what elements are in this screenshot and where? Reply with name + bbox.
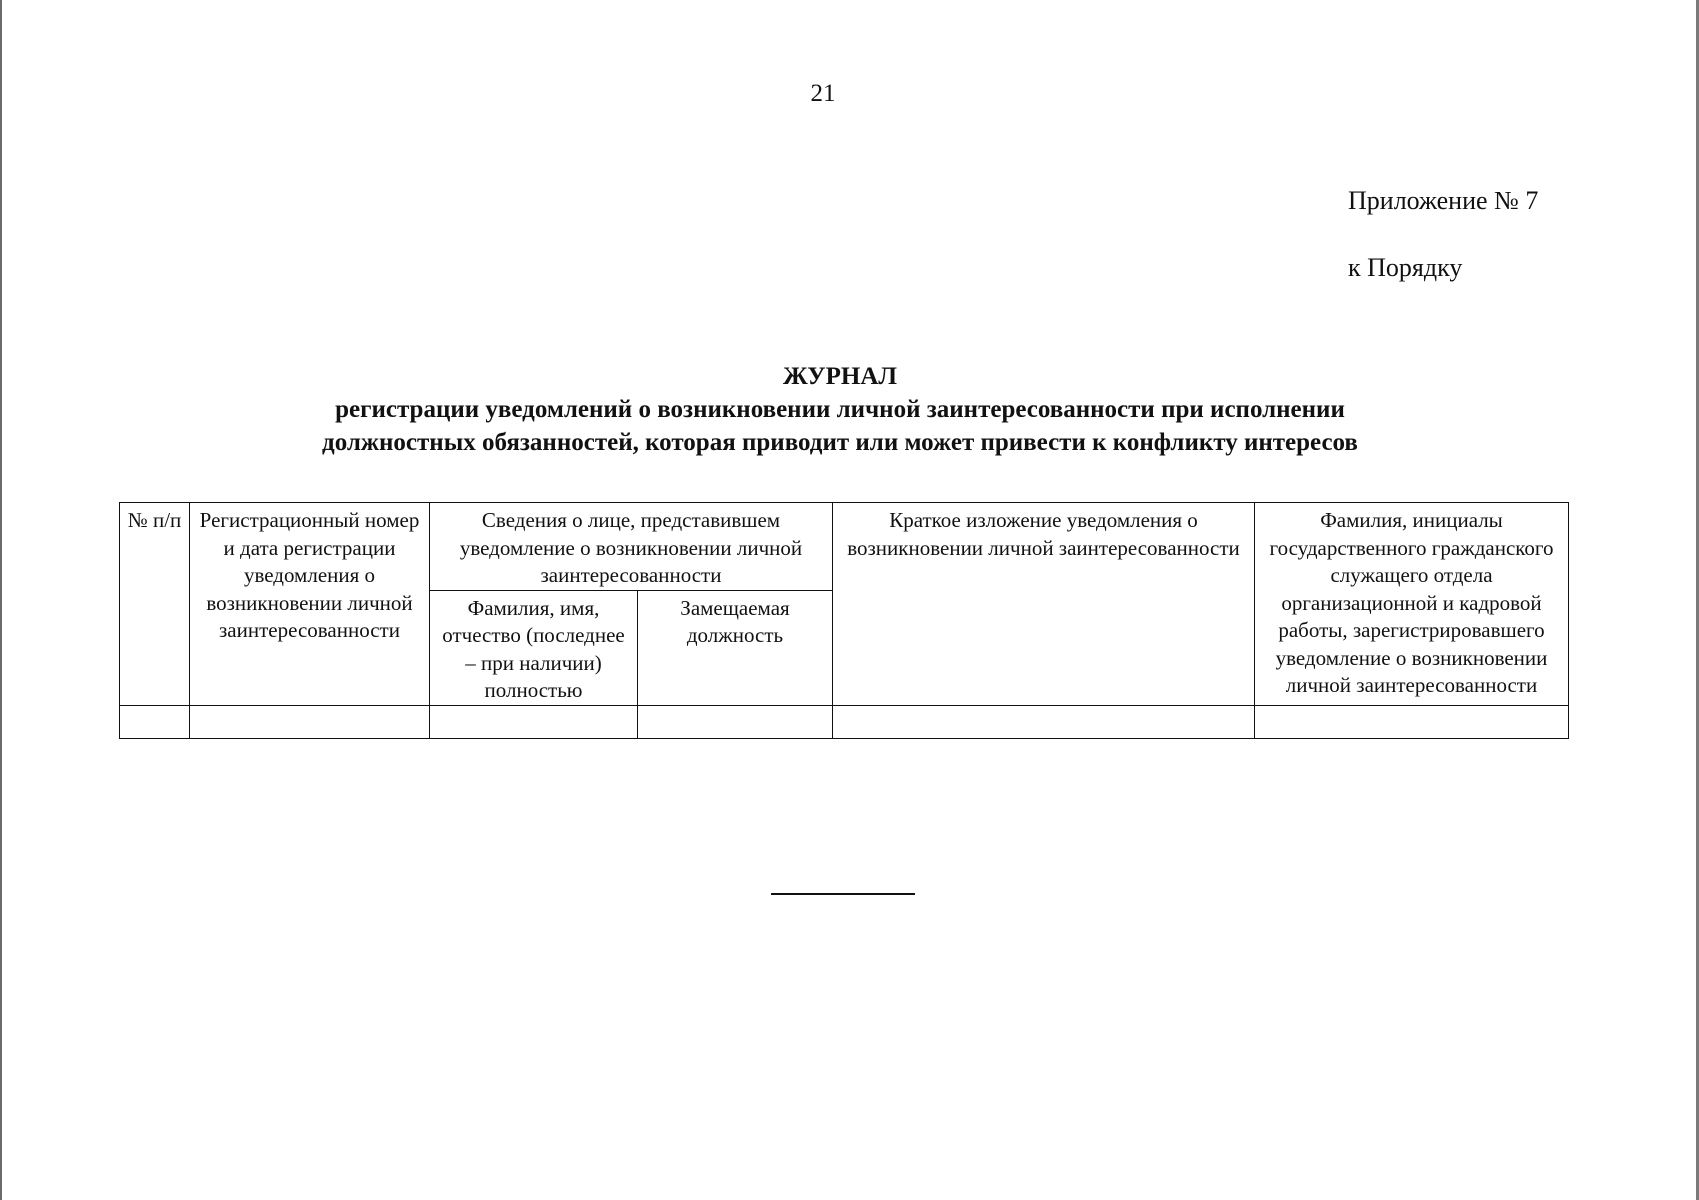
table-cell — [120, 705, 190, 738]
col-header-position: Замещаемая должность — [638, 590, 833, 705]
journal-subtitle-line-2: должностных обязанностей, которая приводит или может привести к конфликту интересов — [322, 429, 1358, 456]
col-header-registrar: Фамилия, инициалы государственного гражданского служащего отдела организационной и кадровой работы, зарегистрировавшего уведомление о возникновении личной заинтересованности — [1255, 503, 1569, 706]
page-number: 21 — [810, 80, 836, 107]
table-row — [120, 705, 1569, 738]
appendix-title: Приложение № 7 — [1348, 186, 1539, 215]
table-cell — [430, 705, 638, 738]
table-cell — [833, 705, 1255, 738]
appendix-subtitle: к Порядку — [1348, 253, 1463, 282]
col-header-summary: Краткое изложение уведомления о возникновении личной заинтересованности — [833, 503, 1255, 706]
table-header-row — [120, 503, 1569, 591]
end-rule — [771, 893, 915, 895]
table-cell — [190, 705, 430, 738]
table-cell — [638, 705, 833, 738]
journal-subtitle-line-1: регистрации уведомлений о возникновении личной заинтересованности при исполнении — [335, 396, 1345, 423]
journal-title: ЖУРНАЛ — [782, 363, 898, 390]
col-header-registration: Регистрационный номер и дата регистрации уведомления о возникновении личной заинтересованности — [190, 503, 430, 706]
col-header-full-name: Фамилия, имя, отчество (последнее – при наличии) полностью — [430, 590, 638, 705]
col-header-number: № п/п — [120, 503, 190, 706]
journal-heading — [140, 360, 1540, 459]
col-header-person-info: Сведения о лице, представившем уведомление о возникновении личной заинтересованности — [430, 503, 833, 591]
scan-left-edge — [0, 0, 2, 1200]
table-cell — [1255, 705, 1569, 738]
register-table — [119, 502, 1569, 739]
